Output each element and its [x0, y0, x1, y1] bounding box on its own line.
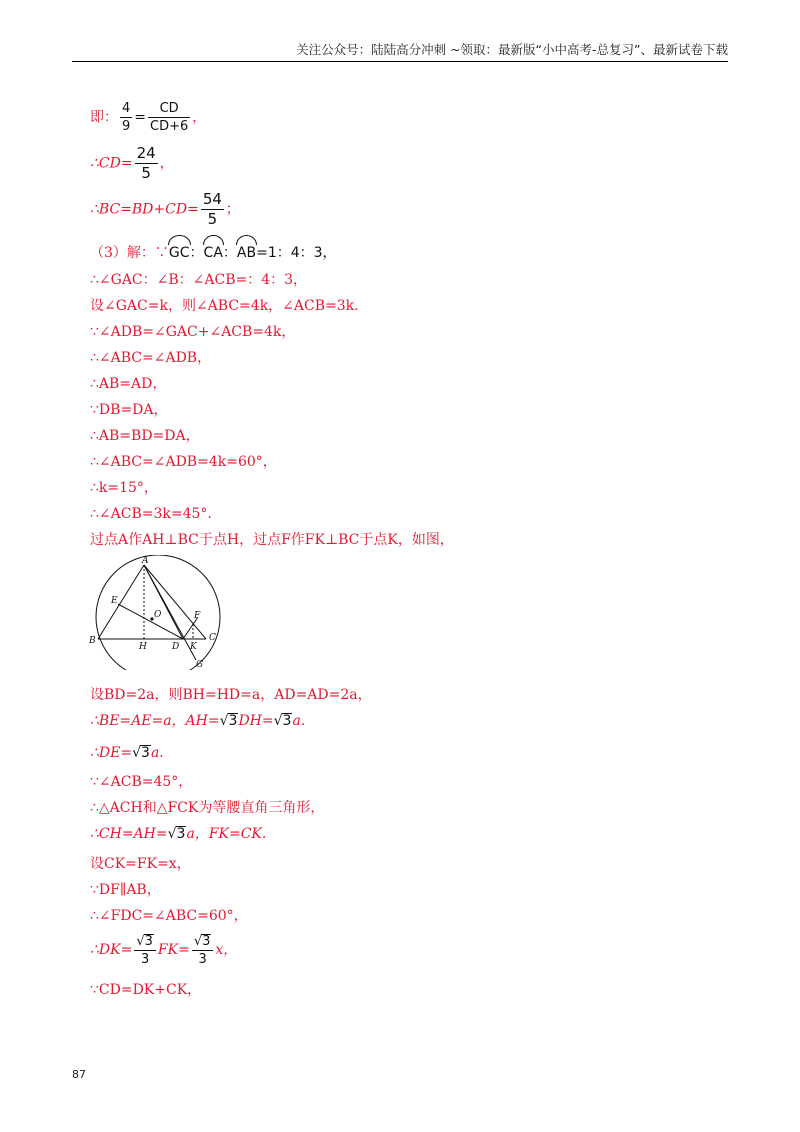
fraction-numerator: CD	[148, 102, 190, 118]
line-10: ∵DB=DA，	[90, 402, 168, 418]
line-22: 设CK=FK=x，	[90, 856, 191, 872]
line-17-prefix: ∴BE=AE=a，AH=	[90, 713, 220, 729]
line-21-suffix: a，FK=CK.	[186, 826, 267, 842]
line-6: 设∠GAC=k，则∠ABC=4k，∠ACB=3k.	[90, 298, 359, 314]
segment-ag	[144, 565, 196, 660]
line-18-suffix: a.	[150, 745, 164, 761]
fraction-denominator: CD+6	[150, 119, 189, 134]
line-16: 设BD=2a，则BH=HD=a，AD=AD=2a，	[90, 687, 372, 703]
line-5: ∴∠GAC：∠B：∠ACB=：4：3，	[90, 272, 308, 288]
fraction-denominator: 3	[140, 952, 150, 968]
line-25-middle: FK=	[157, 942, 190, 958]
geometry-figure	[88, 555, 228, 670]
line-2-suffix: ，	[159, 155, 174, 172]
radicand: 3	[282, 713, 292, 729]
line-17-suffix: a.	[292, 713, 306, 729]
fraction-sqrt3-over-3	[134, 934, 156, 967]
line-1-suffix: ，	[192, 109, 207, 126]
sqrt-3: √3	[193, 933, 211, 949]
equals-sign: =	[134, 109, 147, 126]
line-11: ∴AB=BD=DA，	[90, 428, 200, 444]
line-26: ∵CD=DK+CK，	[90, 982, 202, 998]
radicand: 3	[228, 713, 238, 729]
line-17-middle: DH=	[238, 713, 274, 729]
line-21-prefix: ∴CH=AH=	[90, 826, 168, 842]
label-o: O	[154, 610, 162, 620]
line-13: ∴k=15°，	[90, 480, 158, 496]
line-3	[90, 190, 240, 228]
page-header: 关注公众号：陆陆高分冲刺 ~领取：最新版“小中高考-总复习”、最新试卷下载	[296, 42, 728, 57]
sqrt-3: √3	[273, 713, 292, 729]
fraction-denominator: 5	[141, 164, 151, 182]
sqrt-3: √3	[136, 933, 153, 949]
line-9: ∴AB=AD，	[90, 376, 167, 392]
line-7: ∵∠ADB=∠GAC+∠ACB=4k，	[90, 324, 296, 340]
label-g: G	[196, 660, 204, 670]
line-14: ∴∠ACB=3k=45°.	[90, 506, 212, 522]
line-4-prefix: （3）解：∵	[90, 245, 169, 261]
radicand: 3	[144, 933, 153, 949]
line-25	[90, 932, 237, 968]
line-12: ∴∠ABC=∠ADB=4k=60°，	[90, 454, 277, 470]
fraction-numerator: 54	[202, 190, 222, 208]
label-d: D	[172, 642, 180, 652]
line-25-prefix: ∴DK=	[90, 942, 133, 958]
sqrt-3: √3	[219, 713, 238, 729]
line-1	[90, 102, 206, 132]
fraction-numerator: 24	[136, 144, 156, 162]
line-21	[90, 821, 266, 847]
radicand: 3	[202, 933, 211, 949]
ratio-values: =1：4：3，	[256, 245, 337, 261]
sqrt-3: √3	[167, 826, 186, 842]
line-2	[90, 144, 174, 182]
line-20: ∴△ACH和△FCK为等腰直角三角形，	[90, 800, 325, 816]
fraction-denominator: 5	[207, 210, 218, 228]
label-f: F	[194, 611, 201, 621]
line-24: ∴∠FDC=∠ABC=60°，	[90, 908, 248, 924]
line-17	[90, 708, 305, 734]
segment-ac	[144, 565, 206, 639]
fraction-numerator	[192, 934, 214, 952]
line-23: ∵DF∥AB，	[90, 882, 161, 898]
fraction-numerator: 4	[122, 101, 131, 116]
label-b: B	[89, 636, 96, 646]
fraction-54-5	[201, 192, 224, 227]
fraction-24-5	[135, 146, 158, 181]
line-19: ∵∠ACB=45°，	[90, 774, 193, 790]
fraction-cd	[148, 102, 190, 133]
arc-ca: CA	[204, 236, 223, 266]
line-25-suffix: x，	[215, 942, 238, 958]
arc-ab: AB	[237, 236, 256, 266]
radicand: 3	[176, 826, 186, 842]
line-15: 过点A作AH⊥BC于点H，过点F作FK⊥BC于点K，如图，	[90, 532, 454, 548]
fraction-denominator: 9	[122, 119, 131, 134]
label-h: H	[139, 642, 147, 652]
line-3-lhs: ∴BC=BD+CD=	[90, 201, 199, 218]
arc-gc: GC	[169, 236, 190, 266]
line-18-prefix: ∴DE=	[90, 745, 133, 761]
ratio-separator: ：	[222, 245, 237, 261]
ratio-separator: ：	[189, 245, 204, 261]
fraction-sqrt3-over-3	[192, 934, 214, 967]
line-2-lhs: ∴CD=	[90, 155, 133, 172]
page-number: 87	[72, 1068, 86, 1081]
fraction-numerator	[134, 934, 156, 952]
line-3-suffix: ；	[225, 201, 240, 218]
label-c: C	[209, 633, 216, 643]
fraction-denominator: 3	[198, 952, 207, 968]
segment-ab	[98, 565, 144, 639]
line-4	[90, 236, 337, 262]
label-e: E	[111, 596, 118, 606]
line-1-prefix: 即：	[90, 109, 118, 126]
header-divider	[72, 61, 728, 62]
sqrt-3: √3	[132, 745, 150, 761]
line-18	[90, 740, 164, 766]
line-8: ∴∠ABC=∠ADB，	[90, 350, 212, 366]
label-k: K	[190, 642, 197, 652]
fraction-4-9	[120, 102, 132, 133]
radicand: 3	[141, 745, 150, 761]
label-a: A	[142, 556, 149, 566]
